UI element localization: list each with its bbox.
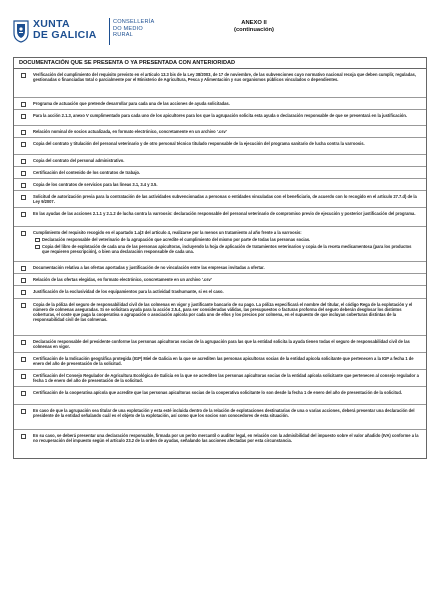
document-item-text: Cumplimiento del requisito recogido en el apartado 1.a)3 del artículo 4, realizarse por la menos un tratamiento al año frente a la varroosis: (33, 230, 302, 235)
document-checkbox[interactable] (21, 409, 26, 414)
document-checkbox[interactable] (21, 159, 26, 164)
document-item-text: En su caso, se deberá presentar una declaración responsable, firmada por un perito mercantil o auditor legal, en relación con la admisibilidad del impuesto sobre el valor añadido (IVA) conforme a la no recuperación del impuesto según el artículo 23.2 de la orden de ayudas, señalando las acciones afectadas por esta circunstancia. (33, 433, 419, 444)
document-checkbox[interactable] (21, 266, 26, 271)
document-checkbox[interactable] (21, 195, 26, 200)
sub-item-text: Declaración responsable del veterinario de la agrupación que acredite el cumplimiento del mismo por parte de todas las personas socias. (42, 237, 311, 242)
org-line-1: XUNTA (33, 18, 70, 30)
document-checkbox[interactable] (21, 391, 26, 396)
document-item (14, 179, 426, 191)
annex-subtitle: (continuación) (234, 27, 274, 33)
department-name (113, 19, 154, 39)
document-checkbox[interactable] (21, 303, 26, 308)
annex-title: ANEXO II (241, 20, 267, 26)
document-item (14, 191, 426, 208)
document-item (14, 138, 426, 155)
document-item-text: Certificación del contenido de los contratos de trabajo. (33, 170, 141, 175)
document-item (14, 274, 426, 286)
document-item (14, 430, 426, 458)
dept-line-3: RURAL (113, 32, 133, 39)
dept-line-1: CONSELLERÍA (113, 19, 155, 25)
document-item (14, 126, 426, 138)
document-checkbox[interactable] (21, 212, 26, 217)
sub-item-checkbox[interactable] (35, 238, 40, 243)
document-item (14, 286, 426, 299)
document-item-text: Copia del contrato del personal administrativo. (33, 158, 125, 163)
logo-divider (109, 18, 110, 45)
documentation-table (13, 57, 427, 459)
document-checkbox[interactable] (21, 171, 26, 176)
document-item-text: En las ayudas de las acciones 2.1.1 y 2.1.2 de lucha contra la varroosis: declaración responsable del personal veterinario de compromiso previo de ejecución y posterior justificación del programa. (33, 211, 416, 216)
document-checkbox[interactable] (21, 102, 26, 107)
dept-line-2: DO MEDIO (113, 25, 143, 32)
document-item (14, 110, 426, 126)
document-item (14, 336, 426, 353)
xunta-logo (13, 18, 163, 48)
document-item-text: En caso de que la agrupación sea titular de una explotación y esta esté incluida dentro de la relación de explotaciones destinatarias de una o varias acciones, deberá presentar una declaración del presidente de la entidad señalando cuál es el objeto de la explotación, así como que los socios son conocedores de esta situación. (33, 408, 415, 419)
document-checkbox[interactable] (21, 142, 26, 147)
document-item-text: Copia de la póliza del seguro de responsabilidad civil de las colmenas en vigor y justificante bancario de su pago. La póliza especificará el nombre del titular, el código Rega de la explotación y el número de colmenas aseguradas. Si se solicitara ayuda para la acción 2.5.4, para ser consideradas válidas, las presupuestos o facturas proforma del seguro deberán desglosar los distintos coberturas, el coste que paga la cooperativa o agrupación o asociación apícola por cada uno de ellos y los precios por colmena, en el supuesto de que incluyan coberturas distintas de la responsabilidad civil de las colmenas. (33, 302, 413, 323)
document-item-text: Certificación del Consejo Regulador de Agricultura Ecológica de Galicia en la que se acrediten las personas apicultoras socias de la entidad apícola solicitante que pertenecen al consejo regulador a fecha 1 de enero del año de presentación de la solicitud. (33, 373, 419, 384)
org-line-2: DE GALICIA (33, 29, 97, 41)
document-item-text: Justificación de la exclusividad de los equipamientos para la actividad trashumante, si es el caso. (33, 289, 224, 294)
document-item (14, 353, 426, 370)
document-item (14, 299, 426, 336)
document-checkbox[interactable] (21, 231, 26, 236)
document-item (14, 227, 426, 262)
document-checkbox[interactable] (21, 374, 26, 379)
document-item (14, 155, 426, 167)
document-item-text: Documentación relativa a las ofertas aportadas y justificación de no vinculación entre las empresas invitadas a ofertar. (33, 265, 265, 270)
sub-item-text: Copia del libro de explotación de cada una de las personas apicultoras, incluyendo la hoja de aplicación de tratamientos veterinarios y copia de la receta medicamentosa (para los productos que requieren prescripción), o bien una declaración responsable de cada una. (42, 244, 412, 255)
document-item (14, 387, 426, 405)
document-item-text: Certificación de la Indicación geográfica protegida (IGP) Miel de Galicia en la que se acrediten las personas apicultoras socias de la entidad apícola solicitante que pertenecen a la IGP a fecha 1 de enero del año de presentación de la solicitud. (33, 356, 414, 367)
document-item (14, 69, 426, 98)
sub-item-checkbox[interactable] (35, 245, 40, 250)
document-item (14, 208, 426, 227)
section-title: DOCUMENTACIÓN QUE SE PRESENTA O YA PRESENTADA CON ANTERIORIDAD (14, 58, 426, 69)
document-item (14, 167, 426, 179)
document-checkbox[interactable] (21, 73, 26, 78)
document-item-text: Copia de los contratos de servicios para las líneas 3.1, 3.4 y 3.5. (33, 182, 158, 187)
document-item (14, 405, 426, 430)
document-checkbox[interactable] (21, 340, 26, 345)
document-item-text: Relación de las ofertas elegidas, en formato electrónico, concretamente en un archivo '.csv' (33, 277, 212, 282)
document-checkbox[interactable] (21, 130, 26, 135)
document-item-text: Relación nominal de socios actualizada, en formato electrónico, concretamente en un archivo '.csv' (33, 129, 227, 134)
document-item (14, 370, 426, 387)
document-item-text: Para la acción 2.1.3, anexo V cumplimentado para cada uno de los apicultores para los que la agrupación solicita esta ayuda o declaración responsable de que se presentará en la justificación. (33, 113, 408, 118)
document-item (14, 98, 426, 110)
annex-heading (214, 20, 294, 34)
document-checkbox[interactable] (21, 183, 26, 188)
document-checkbox[interactable] (21, 278, 26, 283)
org-name (33, 19, 97, 41)
document-item-text: Certificación de la cooperativa apícola que acredite que las personas apicultoras socias de la cooperativa solicitante lo son desde la fecha 1 de enero del año de presentación de la solicitud. (33, 390, 403, 395)
coat-of-arms-icon (13, 19, 29, 43)
document-item-text: Verificación del cumplimiento del requisito previsto en el artículo 13.3 bis de la Ley 38/2003, de 17 de noviembre, de las subvenciones cuyo normativo nacional recoja que deben cumplir, reguladas, gestionadas o financiadas total o parcialmente por el Ministerio de Agricultura, Pesca y Alimentación y sus organismos públicos vinculados o dependientes. (33, 72, 416, 83)
document-checkbox[interactable] (21, 357, 26, 362)
document-item (14, 262, 426, 274)
document-item-text: Solicitud de autorización previa para la contratación de las actividades subvencionadas a personas o entidades vinculadas con el beneficiario, de acuerdo con lo recogido en el artículo 27.7.d) de la Ley 9/2007. (33, 194, 417, 205)
document-item-text: Programa de actuación que pretende desarrollar para cada una de las acciones de ayuda solicitadas. (33, 101, 230, 106)
document-checkbox[interactable] (21, 434, 26, 439)
document-checkbox[interactable] (21, 290, 26, 295)
document-checkbox[interactable] (21, 114, 26, 119)
document-item-text: Copia del contrato y titulación del personal veterinario y de otro personal técnico titulado responsable de la ejecución del programa sanitario de lucha contra la varroosis. (33, 141, 365, 146)
document-item-text: Declaración responsable del presidente conforme las personas apicultoras socias de la agrupación para las que la entidad solicita la ayuda tienen todas el seguro de responsabilidad civil de las colmenas en vigor. (33, 339, 410, 350)
